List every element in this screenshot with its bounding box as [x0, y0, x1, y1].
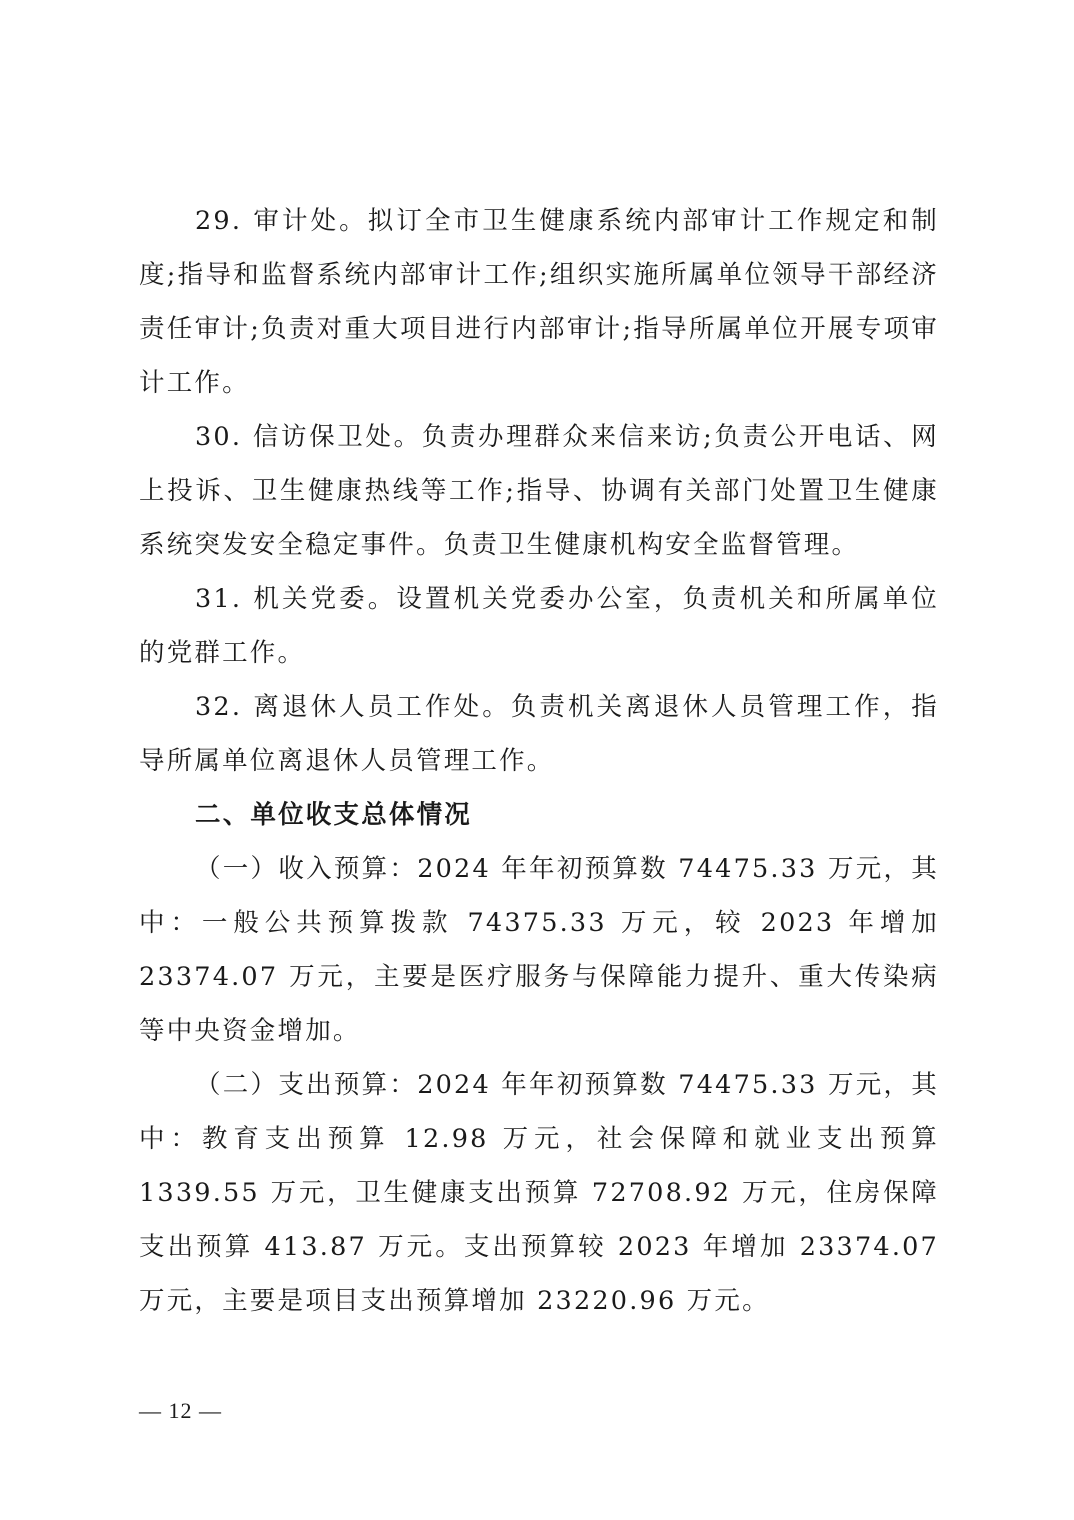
page-number: — 12 — — [139, 1398, 222, 1423]
paragraph-income-budget: （一）收入预算：2024 年年初预算数 74475.33 万元，其中：一般公共预算拨款 74375.33 万元，较 2023 年增加 23374.07 万元，主要是医疗服务与保障能力提升、重大传染病等中央资金增加。 — [139, 854, 939, 1046]
paragraph-item-29: 29. 审计处。拟订全市卫生健康系统内部审计工作规定和制度;指导和监督系统内部审计工作;组织实施所属单位领导干部经济责任审计;负责对重大项目进行内部审计;指导所属单位开展专项审计工作。 — [139, 206, 939, 398]
paragraph-item-32: 32. 离退休人员工作处。负责机关离退休人员管理工作，指导所属单位离退休人员管理工作。 — [139, 692, 939, 776]
paragraph-expenditure-budget: （二）支出预算：2024 年年初预算数 74475.33 万元，其中：教育支出预算 12.98 万元，社会保障和就业支出预算 1339.55 万元，卫生健康支出预算 72708.92 万元，住房保障支出预算 413.87 万元。支出预算较 2023 年增加 23374.07 万元，主要是项目支出预算增加 23220.96 万元。 — [139, 1070, 939, 1316]
paragraph-item-31: 31. 机关党委。设置机关党委办公室，负责机关和所属单位的党群工作。 — [139, 584, 939, 668]
paragraph-item-30: 30. 信访保卫处。负责办理群众来信来访;负责公开电话、网上投诉、卫生健康热线等工作;指导、协调有关部门处置卫生健康系统突发安全稳定事件。负责卫生健康机构安全监督管理。 — [139, 422, 939, 560]
section-heading: 二、单位收支总体情况 — [195, 800, 473, 830]
document-body — [139, 194, 939, 1328]
